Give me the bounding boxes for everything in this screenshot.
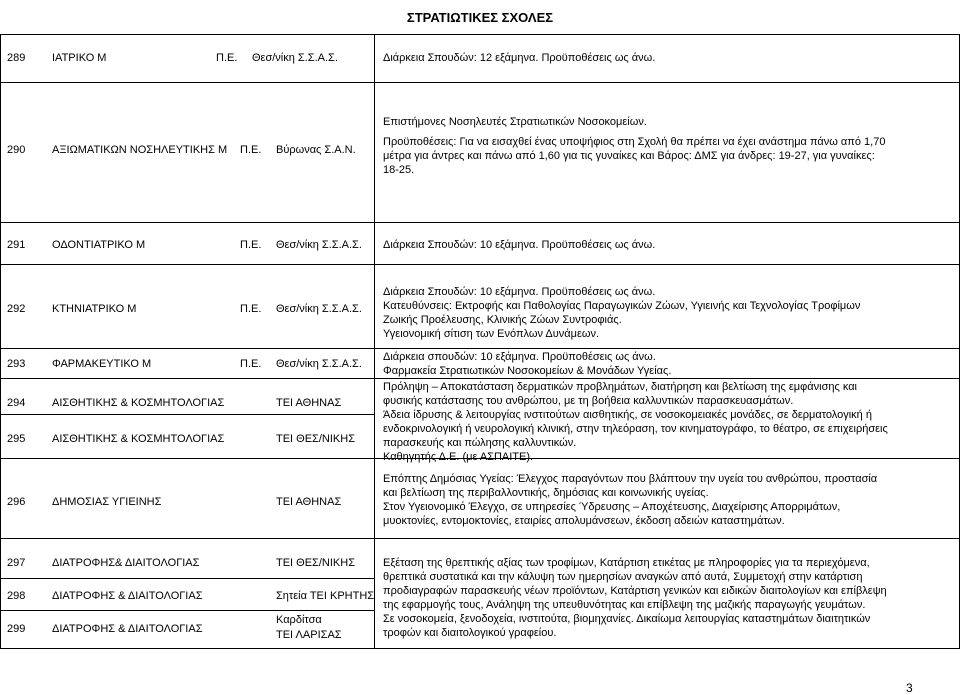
row-number: 299 bbox=[7, 623, 26, 635]
school-name: ΟΔΟΝΤΙΑΤΡΙΚΟ Μ bbox=[52, 239, 146, 251]
row-description: Διάρκεια σπουδών: 10 εξάμηνα. Προϋποθέσεις ως άνω. Φαρμακεία Στρατιωτικών Νοσοκομείων & Μονάδων Υγείας. bbox=[383, 351, 672, 377]
row-description: Διάρκεια Σπουδών: 10 εξάμηνα. Προϋποθέσεις ως άνω. bbox=[383, 239, 656, 251]
institution: ΤΕΙ ΘΕΣ/ΝΙΚΗΣ bbox=[276, 557, 355, 569]
school-name: ΔΙΑΤΡΟΦΗΣ & ΔΙΑΙΤΟΛΟΓΙΑΣ bbox=[52, 590, 203, 602]
group-description: Πρόληψη – Αποκατάσταση δερματικών προβλημάτων, διατήρηση και βελτίωση της εμφάνισης και φυσικής κατάστασης του ανθρώπου, με τη βοήθεια καλλυντικών παρασκευασμάτων. Άδεια ίδρυσης & λειτουργίας ινστιτούτων αισθητικής, σε νοσοκομειακές μονάδες, σε δερματολογική ή ενδοκρινολογική ή νευρολογική κλινική, στην τηλεόραση, τον κινηματογράφο, το θέατρο, σε επιχειρήσεις παρασκευής και πώλησης καλλυντικών. Καθηγητής Δ.Ε. (με ΑΣΠΑΙΤΕ). bbox=[383, 381, 888, 463]
school-name: ΔΙΑΤΡΟΦΗΣ & ΔΙΑΙΤΟΛΟΓΙΑΣ bbox=[52, 623, 203, 635]
institution: ΤΕΙ ΑΘΗΝΑΣ bbox=[276, 397, 342, 409]
row-number: 292 bbox=[7, 303, 26, 315]
institution: ΤΕΙ ΘΕΣ/ΝΙΚΗΣ bbox=[276, 433, 355, 445]
row-description: Επόπτης Δημόσιας Υγείας: Έλεγχος παραγόντων που βλάπτουν την υγεία του ανθρώπου, προστασία και βελτίωση της περιβαλλοντικής, δημόσιας και κοινωνικής υγείας. Στον Υγειονομικό Έλεγχο, σε υπηρεσίες Ύδρευσης – Αποχέτευσης, Διαχείρισης Απορριμάτων, μυοκτονίες, εντομοκτονίες, εταιρίες απολυμάνσεων, έκδοση αδειών καταστημάτων. bbox=[383, 473, 878, 527]
school-name: ΑΙΣΘΗΤΙΚΗΣ & ΚΟΣΜΗΤΟΛΟΓΙΑΣ bbox=[52, 433, 225, 445]
school-city: Θεσ/νίκη Σ.Σ.Α.Σ. bbox=[252, 52, 338, 64]
row-number: 296 bbox=[7, 496, 26, 508]
school-city: Θεσ/νίκη Σ.Σ.Α.Σ. bbox=[276, 239, 362, 251]
school-name: ΔΗΜΟΣΙΑΣ ΥΓΙΕΙΝΗΣ bbox=[52, 496, 162, 508]
row-number: 297 bbox=[7, 557, 26, 569]
school-name: ΚΤΗΝΙΑΤΡΙΚΟ Μ bbox=[52, 303, 137, 315]
row-description: Διάρκεια Σπουδών: 10 εξάμηνα. Προϋποθέσεις ως άνω. Κατευθύνσεις: Εκτροφής και Παθολογίας Παραγωγικών Ζώων, Υγιεινής και Τεχνολογίας Τροφίμων Ζωικής Προέλευσης, Κλινικής Ζώων Συντροφιάς. Υγειονομική σίτιση των Ενόπλων Δυνάμεων. bbox=[383, 286, 861, 340]
row-number: 291 bbox=[7, 239, 26, 251]
school-name: ΑΙΣΘΗΤΙΚΗΣ & ΚΟΣΜΗΤΟΛΟΓΙΑΣ bbox=[52, 397, 225, 409]
school-type: Π.Ε. bbox=[240, 303, 262, 315]
group-description: Εξέταση της θρεπτικής αξίας των τροφίμων, Κατάρτιση ετικέτας με πληροφορίες για τα περιεχόμενα, θρεπτικά συστατικά και την κάλυψη των ημερησίων αναγκών από αυτά, Συμμετοχή στην κατάρτιση προδιαγραφών παρασκευής νέων προϊόντων, Κατάρτιση γενικών και ειδικών διαιτολογίων και επίβλεψη της εφαρμογής τους, Ανάληψη της υπευθυνότητας και επίβλεψη της μαζικής παραγωγής γευμάτων. Σε νοσοκομεία, ξενοδοχεία, ινστιτούτα, βιομηχανίες. Δικαίωμα λειτουργίας καταστημάτων διαιτητικών τροφών και διαιτολογικού γραφείου. bbox=[383, 557, 887, 639]
row-description: Επιστήμονες Νοσηλευτές Στρατιωτικών Νοσοκομείων. Προϋποθέσεις: Για να εισαχθεί ένας υποψήφιος στη Σχολή θα πρέπει να έχει ανάστημα πάνω από 1,70 μέτρα για άντρες και πάνω από 1,60 για τις γυναίκες και Βάρος: ΔΜΣ για άνδρες: 19-27, για γυναίκες: 18-25. bbox=[383, 116, 886, 176]
school-type: Π.Ε. bbox=[240, 358, 262, 370]
row-number: 295 bbox=[7, 433, 26, 445]
row-number: 289 bbox=[7, 52, 26, 64]
row-number: 294 bbox=[7, 397, 26, 409]
institution-secondary: ΤΕΙ ΛΑΡΙΣΑΣ bbox=[276, 629, 342, 641]
school-name: ΙΑΤΡΙΚΟ Μ bbox=[52, 52, 107, 64]
school-city: Θεσ/νίκη Σ.Σ.Α.Σ. bbox=[276, 358, 362, 370]
institution: ΤΕΙ ΑΘΗΝΑΣ bbox=[276, 496, 342, 508]
school-type: Π.Ε. bbox=[240, 144, 262, 156]
school-type: Π.Ε. bbox=[240, 239, 262, 251]
page-title: ΣΤΡΑΤΙΩΤΙΚΕΣ ΣΧΟΛΕΣ bbox=[406, 10, 554, 25]
school-city: Θεσ/νίκη Σ.Σ.Α.Σ. bbox=[276, 303, 362, 315]
institution: Σητεία ΤΕΙ ΚΡΗΤΗΣ bbox=[276, 590, 375, 602]
row-number: 293 bbox=[7, 358, 26, 370]
row-number: 298 bbox=[7, 590, 26, 602]
institution: Καρδίτσα bbox=[276, 614, 322, 626]
school-name: ΔΙΑΤΡΟΦΗΣ& ΔΙΑΙΤΟΛΟΓΙΑΣ bbox=[52, 557, 200, 569]
row-number: 290 bbox=[7, 144, 26, 156]
school-name: ΑΞΙΩΜΑΤΙΚΩΝ ΝΟΣΗΛΕΥΤΙΚΗΣ Μ bbox=[52, 144, 228, 156]
row-description: Διάρκεια Σπουδών: 12 εξάμηνα. Προϋποθέσεις ως άνω. bbox=[383, 52, 656, 64]
school-city: Βύρωνας Σ.Α.Ν. bbox=[276, 144, 356, 156]
school-name: ΦΑΡΜΑΚΕΥΤΙΚΟ Μ bbox=[52, 358, 152, 370]
school-type: Π.Ε. bbox=[216, 52, 238, 64]
page-number: 3 bbox=[906, 681, 913, 695]
